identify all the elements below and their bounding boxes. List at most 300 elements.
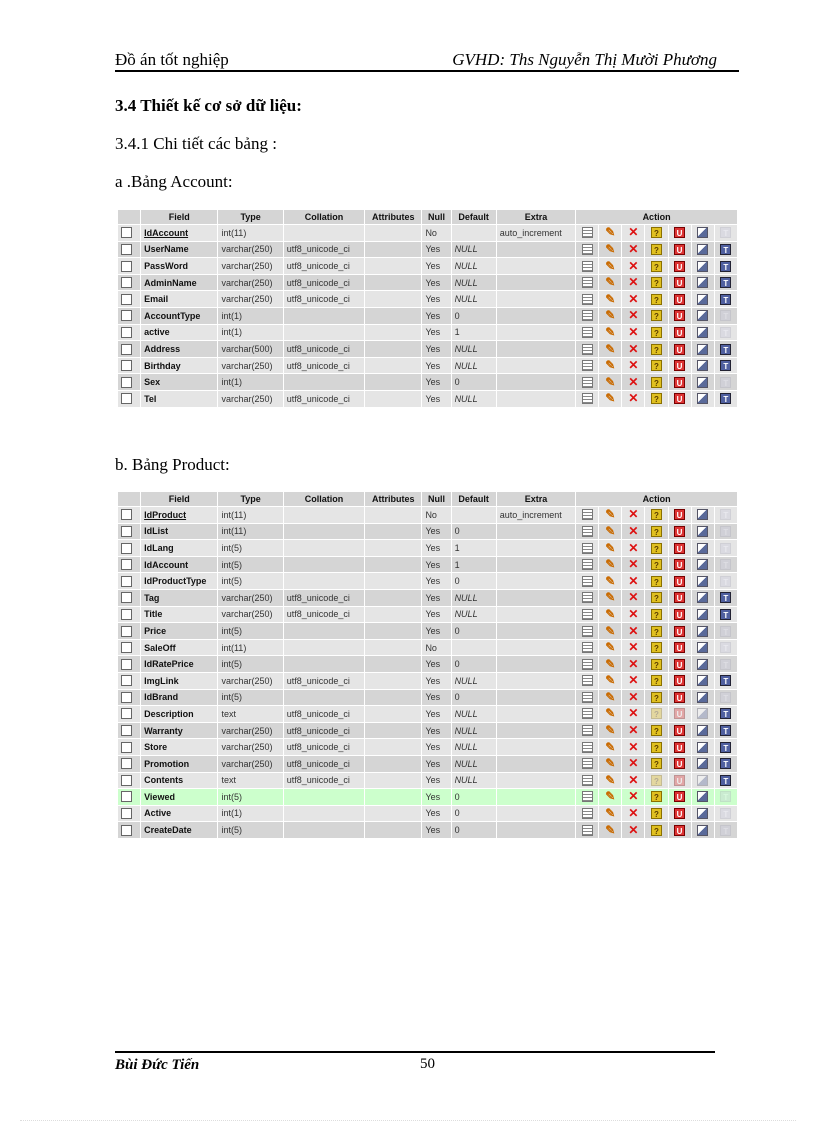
index-icon[interactable] [697,327,708,338]
index-icon[interactable] [697,559,708,570]
drop-x-icon[interactable]: ✕ [628,324,639,339]
index-icon[interactable] [697,725,708,736]
edit-pencil-icon[interactable]: ✎ [605,590,616,605]
browse-icon[interactable] [582,775,593,786]
edit-pencil-icon[interactable]: ✎ [605,540,616,555]
unique-icon[interactable]: U [674,327,685,338]
default-cell: 0 [452,806,496,822]
browse-icon[interactable] [582,261,593,272]
index-icon[interactable] [697,675,708,686]
fulltext-icon[interactable]: T [720,576,731,587]
row-checkbox[interactable] [121,758,132,769]
unique-icon[interactable]: U [674,526,685,537]
drop-x-icon[interactable]: ✕ [628,772,639,787]
edit-pencil-icon[interactable]: ✎ [605,557,616,572]
edit-pencil-icon[interactable]: ✎ [605,756,616,771]
drop-x-icon[interactable]: ✕ [628,640,639,655]
null-cell: Yes [422,623,450,639]
edit-pencil-icon[interactable]: ✎ [605,806,616,821]
fulltext-icon[interactable]: T [720,543,731,554]
primary-key-icon[interactable]: ? [651,626,662,637]
drop-x-icon[interactable]: ✕ [628,739,639,754]
unique-icon[interactable]: U [674,393,685,404]
edit-pencil-icon[interactable]: ✎ [605,523,616,538]
drop-x-icon[interactable]: ✕ [628,241,639,256]
browse-icon[interactable] [582,675,593,686]
action-cell [645,374,667,390]
action-cell [715,623,737,639]
index-icon[interactable] [697,294,708,305]
action-cell [599,690,621,706]
row-checkbox[interactable] [121,642,132,653]
fulltext-icon[interactable]: T [720,758,731,769]
index-icon[interactable] [697,742,708,753]
edit-pencil-icon[interactable]: ✎ [605,308,616,323]
edit-pencil-icon[interactable]: ✎ [605,391,616,406]
drop-x-icon[interactable]: ✕ [628,358,639,373]
action-cell [715,656,737,672]
fulltext-icon[interactable]: T [720,360,731,371]
edit-pencil-icon[interactable]: ✎ [605,573,616,588]
index-icon[interactable] [697,509,708,520]
action-cell [622,607,644,623]
browse-icon[interactable] [582,808,593,819]
browse-icon[interactable] [582,509,593,520]
index-icon[interactable] [697,708,708,719]
index-icon[interactable] [697,626,708,637]
edit-pencil-icon[interactable]: ✎ [605,789,616,804]
index-icon[interactable] [697,360,708,371]
unique-icon[interactable]: U [674,725,685,736]
primary-key-icon[interactable]: ? [651,592,662,603]
primary-key-icon[interactable]: ? [651,692,662,703]
index-icon[interactable] [697,576,708,587]
action-cell [599,540,621,556]
primary-key-icon[interactable]: ? [651,808,662,819]
row-checkbox[interactable] [121,360,132,371]
primary-key-icon[interactable]: ? [651,642,662,653]
primary-key-icon[interactable]: ? [651,310,662,321]
browse-icon[interactable] [582,609,593,620]
browse-icon[interactable] [582,277,593,288]
row-checkbox[interactable] [121,261,132,272]
row-checkbox-cell [118,640,140,656]
null-cell: Yes [422,607,450,623]
action-cell [669,275,691,291]
edit-pencil-icon[interactable]: ✎ [605,673,616,688]
index-icon[interactable] [697,377,708,388]
primary-key-icon[interactable]: ? [651,360,662,371]
action-cell [692,706,714,722]
primary-key-icon[interactable]: ? [651,708,662,719]
primary-key-icon[interactable]: ? [651,509,662,520]
drop-x-icon[interactable]: ✕ [628,258,639,273]
row-checkbox[interactable] [121,825,132,836]
browse-icon[interactable] [582,659,593,670]
unique-icon[interactable]: U [674,576,685,587]
unique-icon[interactable]: U [674,708,685,719]
index-icon[interactable] [697,227,708,238]
drop-x-icon[interactable]: ✕ [628,756,639,771]
primary-key-icon[interactable]: ? [651,543,662,554]
action-cell [645,242,667,258]
browse-icon[interactable] [582,344,593,355]
drop-x-icon[interactable]: ✕ [628,523,639,538]
unique-icon[interactable]: U [674,642,685,653]
primary-key-icon[interactable]: ? [651,825,662,836]
row-checkbox[interactable] [121,526,132,537]
row-checkbox[interactable] [121,708,132,719]
action-cell [715,275,737,291]
browse-icon[interactable] [582,377,593,388]
unique-icon[interactable]: U [674,808,685,819]
primary-key-icon[interactable]: ? [651,526,662,537]
row-checkbox[interactable] [121,775,132,786]
action-cell [692,656,714,672]
fulltext-icon[interactable]: T [720,327,731,338]
primary-key-icon[interactable]: ? [651,344,662,355]
unique-icon[interactable]: U [674,509,685,520]
drop-x-icon[interactable]: ✕ [628,225,639,240]
fulltext-icon[interactable]: T [720,526,731,537]
row-checkbox[interactable] [121,559,132,570]
unique-icon[interactable]: U [674,609,685,620]
drop-x-icon[interactable]: ✕ [628,723,639,738]
browse-icon[interactable] [582,642,593,653]
index-icon[interactable] [697,393,708,404]
edit-pencil-icon[interactable]: ✎ [605,324,616,339]
drop-x-icon[interactable]: ✕ [628,789,639,804]
unique-icon[interactable]: U [674,626,685,637]
edit-pencil-icon[interactable]: ✎ [605,225,616,240]
row-checkbox[interactable] [121,543,132,554]
fulltext-icon[interactable]: T [720,277,731,288]
fulltext-icon[interactable]: T [720,675,731,686]
action-cell [692,756,714,772]
row-checkbox-cell [118,739,140,755]
primary-key-icon[interactable]: ? [651,675,662,686]
primary-key-icon[interactable]: ? [651,609,662,620]
fulltext-icon[interactable]: T [720,294,731,305]
collation-cell [284,656,364,672]
action-cell [669,540,691,556]
index-icon[interactable] [697,526,708,537]
action-cell [669,806,691,822]
fulltext-icon[interactable]: T [720,592,731,603]
unique-icon[interactable]: U [674,742,685,753]
row-checkbox[interactable] [121,277,132,288]
drop-x-icon[interactable]: ✕ [628,689,639,704]
edit-pencil-icon[interactable]: ✎ [605,507,616,522]
fulltext-icon[interactable]: T [720,344,731,355]
row-checkbox[interactable] [121,808,132,819]
unique-icon[interactable]: U [674,377,685,388]
action-cell [715,391,737,407]
extra-cell [497,690,575,706]
action-cell [576,640,598,656]
fulltext-icon[interactable]: T [720,393,731,404]
fulltext-icon[interactable]: T [720,244,731,255]
primary-key-icon[interactable]: ? [651,791,662,802]
collation-cell: utf8_unicode_ci [284,242,364,258]
edit-pencil-icon[interactable]: ✎ [605,656,616,671]
drop-x-icon[interactable]: ✕ [628,623,639,638]
index-icon[interactable] [697,261,708,272]
index-icon[interactable] [697,808,708,819]
unique-icon[interactable]: U [674,659,685,670]
index-icon[interactable] [697,758,708,769]
edit-pencil-icon[interactable]: ✎ [605,275,616,290]
action-cell [599,822,621,838]
browse-icon[interactable] [582,825,593,836]
browse-icon[interactable] [582,244,593,255]
index-icon[interactable] [697,791,708,802]
fulltext-icon[interactable]: T [720,377,731,388]
primary-key-icon[interactable]: ? [651,261,662,272]
edit-pencil-icon[interactable]: ✎ [605,358,616,373]
browse-icon[interactable] [582,576,593,587]
browse-icon[interactable] [582,742,593,753]
field-cell: Active [141,806,217,822]
primary-key-icon[interactable]: ? [651,576,662,587]
index-icon[interactable] [697,825,708,836]
edit-pencil-icon[interactable]: ✎ [605,258,616,273]
row-checkbox[interactable] [121,327,132,338]
index-icon[interactable] [697,244,708,255]
fulltext-icon[interactable]: T [720,642,731,653]
unique-icon[interactable]: U [674,825,685,836]
table-row [118,640,737,656]
browse-icon[interactable] [582,327,593,338]
unique-icon[interactable]: U [674,592,685,603]
column-header: Field [141,210,217,224]
drop-x-icon[interactable]: ✕ [628,573,639,588]
type-cell: varchar(250) [218,391,282,407]
edit-pencil-icon[interactable]: ✎ [605,706,616,721]
edit-pencil-icon[interactable]: ✎ [605,623,616,638]
fulltext-icon[interactable]: T [720,775,731,786]
edit-pencil-icon[interactable]: ✎ [605,723,616,738]
browse-icon[interactable] [582,791,593,802]
index-icon[interactable] [697,277,708,288]
unique-icon[interactable]: U [674,294,685,305]
edit-pencil-icon[interactable]: ✎ [605,241,616,256]
fulltext-icon[interactable]: T [720,509,731,520]
row-checkbox[interactable] [121,310,132,321]
fulltext-icon[interactable]: T [720,261,731,272]
action-cell [715,358,737,374]
action-cell [669,358,691,374]
browse-icon[interactable] [582,626,593,637]
browse-icon[interactable] [582,294,593,305]
browse-icon[interactable] [582,543,593,554]
browse-icon[interactable] [582,725,593,736]
default-cell: NULL [452,358,496,374]
unique-icon[interactable]: U [674,758,685,769]
fulltext-icon[interactable]: T [720,310,731,321]
unique-icon[interactable]: U [674,791,685,802]
footer-author: Bùi Đức Tiến [115,1057,200,1073]
attributes-cell [365,690,421,706]
unique-icon[interactable]: U [674,559,685,570]
unique-icon[interactable]: U [674,244,685,255]
action-cell [576,773,598,789]
drop-x-icon[interactable]: ✕ [628,540,639,555]
row-checkbox[interactable] [121,592,132,603]
drop-x-icon[interactable]: ✕ [628,606,639,621]
fulltext-icon[interactable]: T [720,725,731,736]
collation-cell: utf8_unicode_ci [284,291,364,307]
edit-pencil-icon[interactable]: ✎ [605,341,616,356]
row-checkbox[interactable] [121,244,132,255]
edit-pencil-icon[interactable]: ✎ [605,291,616,306]
drop-x-icon[interactable]: ✕ [628,374,639,389]
action-cell [669,291,691,307]
fulltext-icon[interactable]: T [720,692,731,703]
drop-x-icon[interactable]: ✕ [628,656,639,671]
browse-icon[interactable] [582,708,593,719]
unique-icon[interactable]: U [674,227,685,238]
action-cell [692,773,714,789]
fulltext-icon[interactable]: T [720,808,731,819]
fulltext-icon[interactable]: T [720,609,731,620]
unique-icon[interactable]: U [674,675,685,686]
row-checkbox[interactable] [121,576,132,587]
row-checkbox[interactable] [121,344,132,355]
drop-x-icon[interactable]: ✕ [628,275,639,290]
fulltext-icon[interactable]: T [720,791,731,802]
collation-cell [284,573,364,589]
fulltext-icon[interactable]: T [720,227,731,238]
edit-pencil-icon[interactable]: ✎ [605,640,616,655]
fulltext-icon[interactable]: T [720,559,731,570]
extra-cell [497,607,575,623]
unique-icon[interactable]: U [674,310,685,321]
edit-pencil-icon[interactable]: ✎ [605,374,616,389]
attributes-cell [365,325,421,341]
row-checkbox[interactable] [121,509,132,520]
browse-icon[interactable] [582,393,593,404]
browse-icon[interactable] [582,758,593,769]
row-checkbox[interactable] [121,609,132,620]
edit-pencil-icon[interactable]: ✎ [605,689,616,704]
row-checkbox[interactable] [121,675,132,686]
browse-icon[interactable] [582,592,593,603]
index-icon[interactable] [697,592,708,603]
browse-icon[interactable] [582,310,593,321]
unique-icon[interactable]: U [674,277,685,288]
edit-pencil-icon[interactable]: ✎ [605,772,616,787]
collation-cell [284,806,364,822]
row-checkbox[interactable] [121,227,132,238]
primary-key-icon[interactable]: ? [651,244,662,255]
drop-x-icon[interactable]: ✕ [628,291,639,306]
row-checkbox[interactable] [121,626,132,637]
primary-key-icon[interactable]: ? [651,559,662,570]
index-icon[interactable] [697,344,708,355]
unique-icon[interactable]: U [674,692,685,703]
fulltext-icon[interactable]: T [720,742,731,753]
edit-pencil-icon[interactable]: ✎ [605,739,616,754]
index-icon[interactable] [697,609,708,620]
primary-key-icon[interactable]: ? [651,377,662,388]
fulltext-icon[interactable]: T [720,626,731,637]
subsection-title: 3.4.1 Chi tiết các bảng : [115,134,277,153]
drop-x-icon[interactable]: ✕ [628,308,639,323]
index-icon[interactable] [697,659,708,670]
browse-icon[interactable] [582,692,593,703]
index-icon[interactable] [697,310,708,321]
action-cell [645,308,667,324]
fulltext-icon[interactable]: T [720,825,731,836]
row-checkbox[interactable] [121,393,132,404]
primary-key-icon[interactable]: ? [651,277,662,288]
row-checkbox[interactable] [121,294,132,305]
browse-icon[interactable] [582,227,593,238]
primary-key-icon[interactable]: ? [651,294,662,305]
extra-cell [497,275,575,291]
row-checkbox[interactable] [121,659,132,670]
drop-x-icon[interactable]: ✕ [628,341,639,356]
action-cell [622,341,644,357]
primary-key-icon[interactable]: ? [651,725,662,736]
index-icon[interactable] [697,543,708,554]
unique-icon[interactable]: U [674,775,685,786]
drop-x-icon[interactable]: ✕ [628,557,639,572]
primary-key-icon[interactable]: ? [651,775,662,786]
row-checkbox[interactable] [121,692,132,703]
action-cell [692,673,714,689]
unique-icon[interactable]: U [674,261,685,272]
row-checkbox[interactable] [121,725,132,736]
fulltext-icon[interactable]: T [720,708,731,719]
drop-x-icon[interactable]: ✕ [628,806,639,821]
index-icon[interactable] [697,642,708,653]
field-cell: Price [141,623,217,639]
row-checkbox[interactable] [121,791,132,802]
action-cell [576,557,598,573]
null-cell: Yes [422,739,450,755]
row-checkbox[interactable] [121,377,132,388]
fulltext-icon[interactable]: T [720,659,731,670]
drop-x-icon[interactable]: ✕ [628,673,639,688]
unique-icon[interactable]: U [674,344,685,355]
drop-x-icon[interactable]: ✕ [628,822,639,837]
primary-key-icon[interactable]: ? [651,742,662,753]
primary-key-icon[interactable]: ? [651,227,662,238]
browse-icon[interactable] [582,526,593,537]
drop-x-icon[interactable]: ✕ [628,507,639,522]
primary-key-icon[interactable]: ? [651,659,662,670]
browse-icon[interactable] [582,360,593,371]
field-cell: IdRatePrice [141,656,217,672]
primary-key-icon[interactable]: ? [651,758,662,769]
edit-pencil-icon[interactable]: ✎ [605,606,616,621]
unique-icon[interactable]: U [674,543,685,554]
unique-icon[interactable]: U [674,360,685,371]
browse-icon[interactable] [582,559,593,570]
index-icon[interactable] [697,775,708,786]
drop-x-icon[interactable]: ✕ [628,706,639,721]
row-checkbox[interactable] [121,742,132,753]
drop-x-icon[interactable]: ✕ [628,590,639,605]
primary-key-icon[interactable]: ? [651,393,662,404]
drop-x-icon[interactable]: ✕ [628,391,639,406]
primary-key-icon[interactable]: ? [651,327,662,338]
index-icon[interactable] [697,692,708,703]
table-row [118,341,737,357]
edit-pencil-icon[interactable]: ✎ [605,822,616,837]
